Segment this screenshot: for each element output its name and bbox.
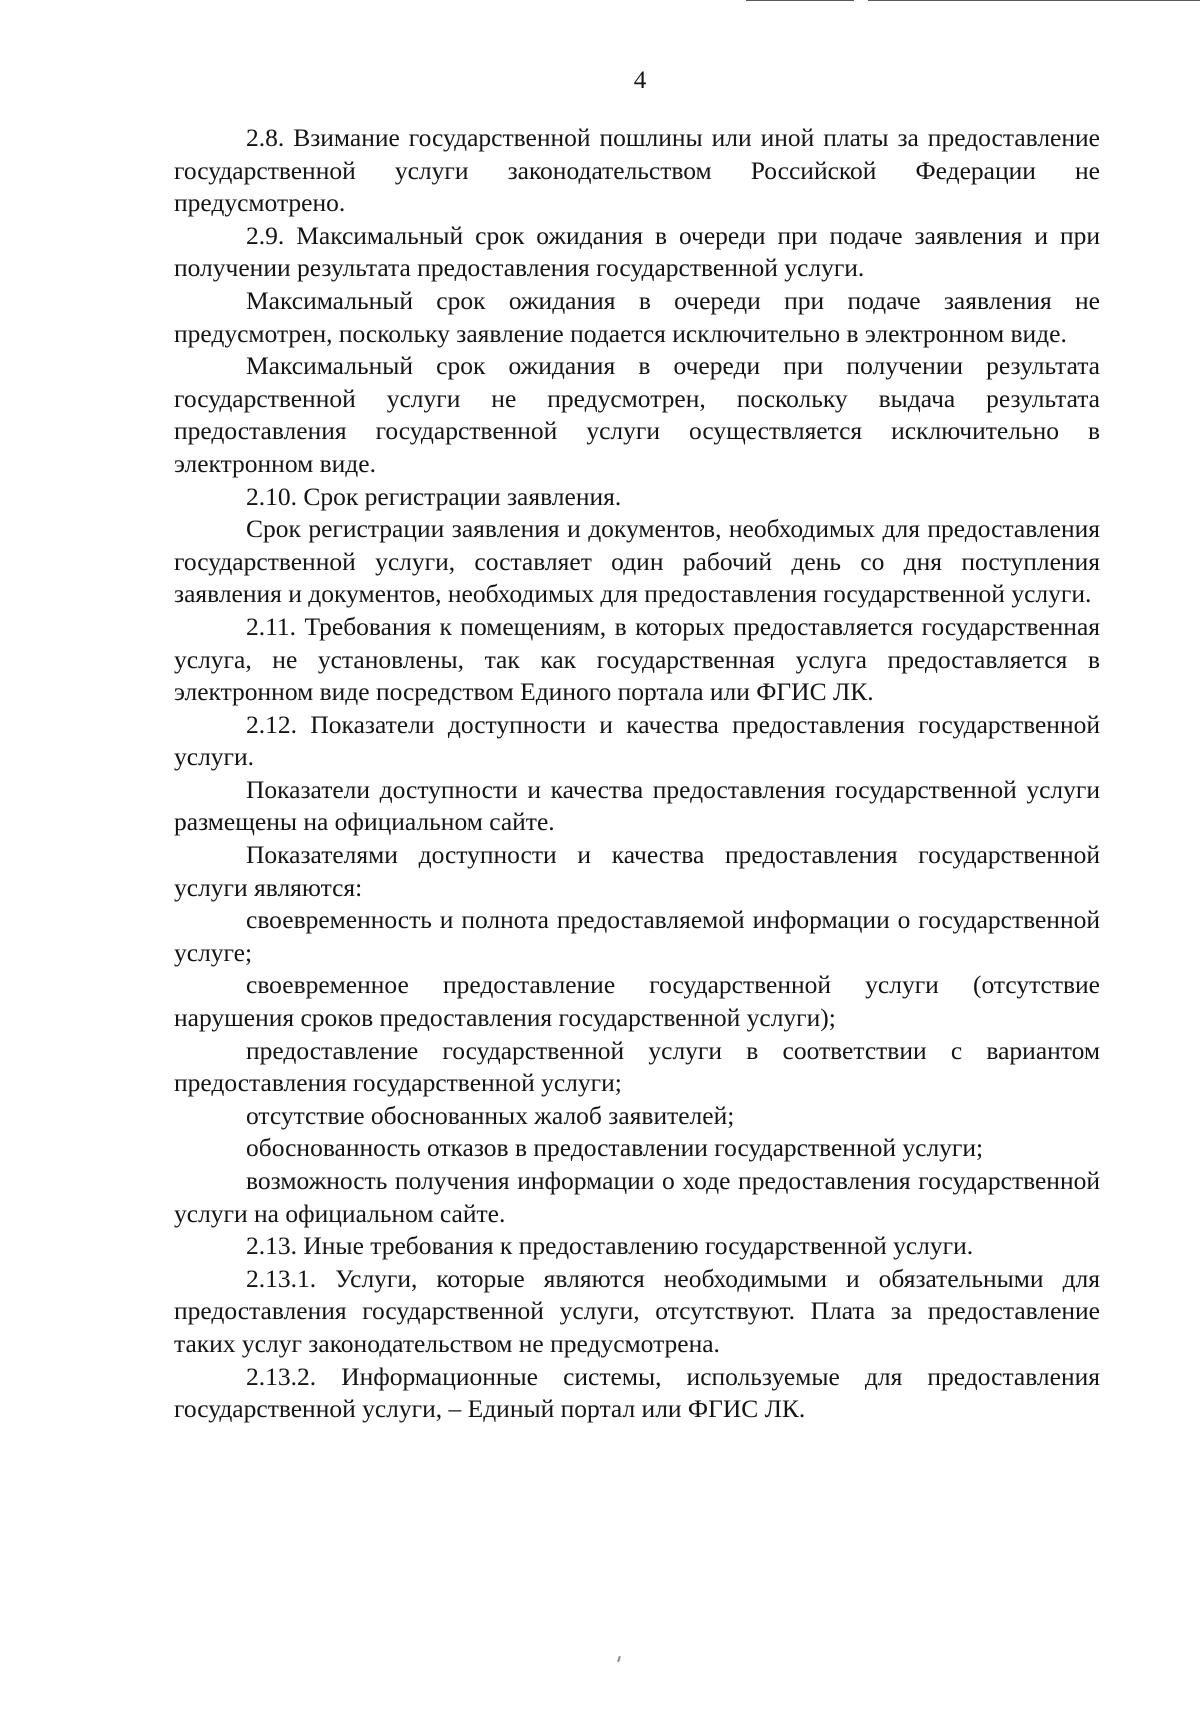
list-item-timely-provision: своевременное предоставление государственной услуги (отсутствие нарушения сроков предоставления государственной услуги); <box>174 970 1100 1033</box>
paragraph-2-13-other-requirements: 2.13. Иные требования к предоставлению государственной услуги. <box>246 1231 974 1261</box>
paragraph-registration-term: Срок регистрации заявления и документов, необходимых для предоставления государственной услуги, составляет один рабочий день со дня поступления заявления и документов, необходимых для предоставления государственной услуги. <box>174 514 1100 609</box>
list-item-timeliness-info: своевременность и полнота предоставляемой информации о государственной услуге; <box>174 905 1100 967</box>
paragraph-2-12-indicators: 2.12. Показатели доступности и качества предоставления государственной услуги. <box>174 709 1100 772</box>
scan-speck <box>617 1656 621 1662</box>
paragraph-2-13-2-information-systems: 2.13.2. Информационные системы, используемые для предоставления государственной услуги, – Единый портал или ФГИС ЛК. <box>174 1361 1100 1424</box>
paragraph-2-8-fee: 2.8. Взимание государственной пошлины или иной платы за предоставление государственной услуги законодательством Российской Федерации не предусмотрено. <box>174 123 1100 218</box>
paragraph-indicators-published: Показатели доступности и качества предоставления государственной услуги размещены на официальном сайте. <box>174 774 1100 837</box>
document-body <box>174 122 1100 1426</box>
paragraph-indicators-list-intro: Показателями доступности и качества предоставления государственной услуги являются: <box>174 840 1100 902</box>
top-edge-rule <box>868 0 1200 1</box>
list-item-no-complaints: отсутствие обоснованных жалоб заявителей; <box>246 1100 735 1130</box>
page-number: 4 <box>633 67 647 94</box>
top-edge-rule <box>746 0 854 1</box>
paragraph-2-9-queue-time: 2.9. Максимальный срок ожидания в очереди при подаче заявления и при получении результата предоставления государственной услуги. <box>174 220 1100 283</box>
paragraph-2-13-1-mandatory-services: 2.13.1. Услуги, которые являются необходимыми и обязательными для предоставления государственной услуги, отсутствуют. Плата за предоставление таких услуг законодательством не предусмотрена. <box>174 1263 1100 1358</box>
paragraph-2-10-registration: 2.10. Срок регистрации заявления. <box>246 481 622 511</box>
list-item-variant-compliance: предоставление государственной услуги в соответствии с вариантом предоставления государственной услуги; <box>174 1035 1100 1098</box>
paragraph-queue-on-result: Максимальный срок ожидания в очереди при получении результата государственной услуги не предусмотрен, поскольку выдача результата предоставления государственной услуги осуществляется исключительно в электронном виде. <box>174 351 1100 478</box>
paragraph-2-11-premises: 2.11. Требования к помещениям, в которых предоставляется государственная услуга, не установлены, так как государственная услуга предоставляется в электронном виде посредством Единого портала или ФГИС ЛК. <box>174 611 1100 707</box>
list-item-refusal-validity: обоснованность отказов в предоставлении государственной услуги; <box>246 1133 984 1163</box>
paragraph-queue-on-submission: Максимальный срок ожидания в очереди при подаче заявления не предусмотрен, поскольку заявление подается исключительно в электронном виде. <box>174 285 1100 348</box>
list-item-progress-info: возможность получения информации о ходе предоставления государственной услуги на официальном сайте. <box>174 1166 1100 1228</box>
